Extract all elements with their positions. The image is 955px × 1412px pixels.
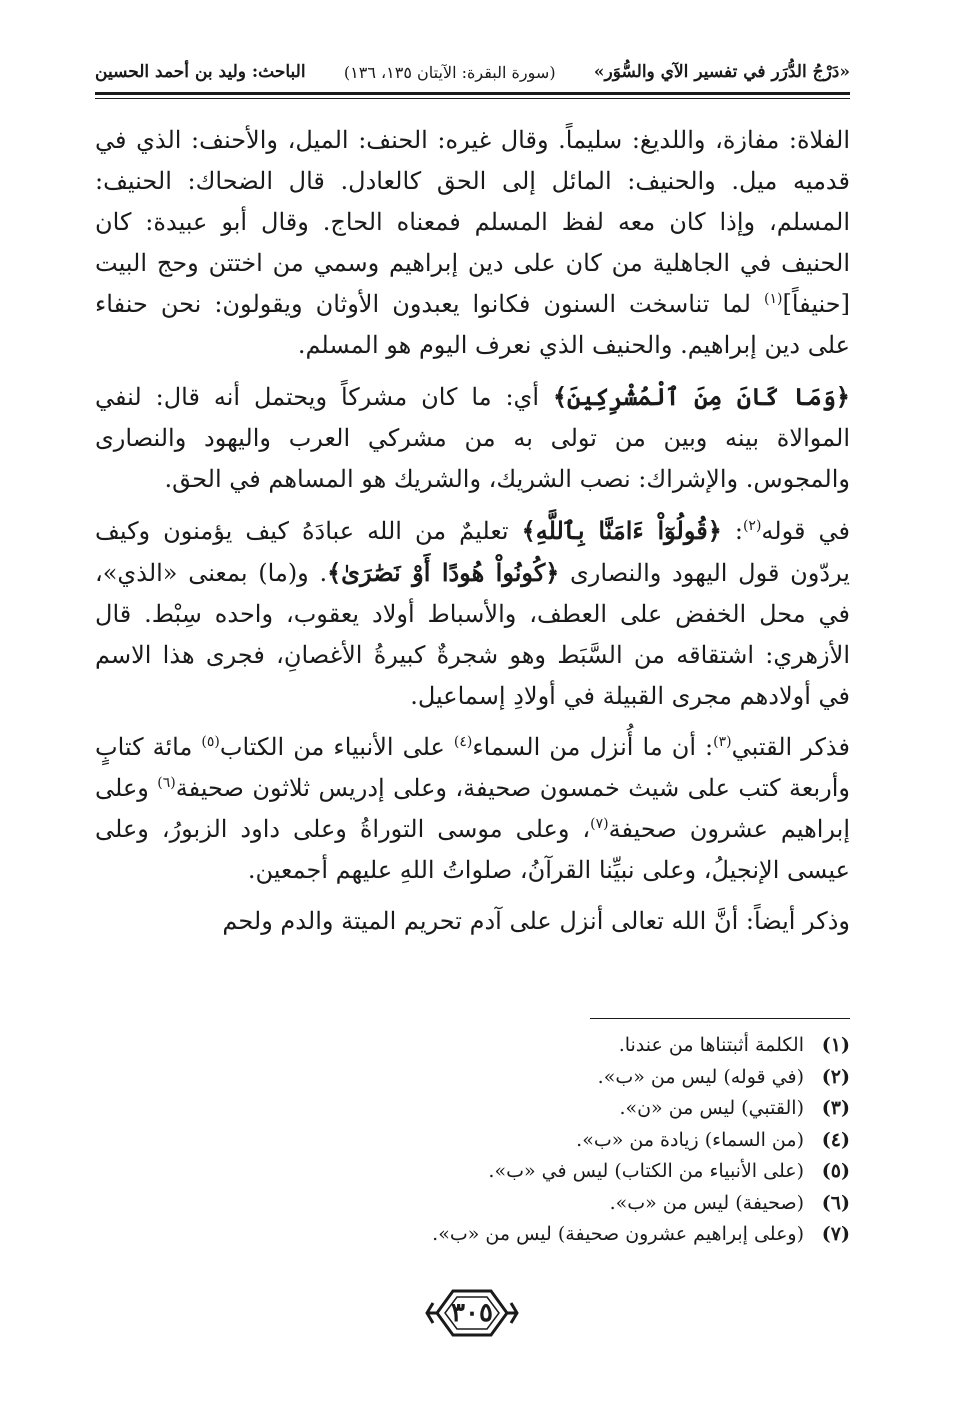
footnote-text: (القتبي) ليس من «ن». xyxy=(619,1097,804,1119)
footnote-number: (٢) xyxy=(821,1065,850,1088)
footnote-text: الكلمة أثبتناها من عندنا. xyxy=(618,1034,804,1056)
main-text xyxy=(95,120,850,952)
quran-verse-2: ﴿قُولُوٓاْ ءَامَنَّا بِٱللَّهِ﴾ xyxy=(521,516,722,545)
quran-verse-1: ﴿وَمَا كَانَ مِنَ ٱلْمُشْرِكِينَ﴾ xyxy=(552,382,850,411)
footnote-separator xyxy=(590,1018,850,1019)
paragraph-4 xyxy=(95,727,850,891)
paragraph-5-text: وذكر أيضاً: أنَّ الله تعالى أنزل على آدم تحريم الميتة والدم ولحم xyxy=(222,907,850,935)
paragraph-4-a: فذكر القتبي xyxy=(731,733,850,761)
header-surah-info: (سورة البقرة: الآيتان ١٣٥، ١٣٦) xyxy=(343,62,556,82)
footnote-ref-3: (٣) xyxy=(713,734,732,750)
footnote-ref-2: (٢) xyxy=(742,518,762,534)
paragraph-2-text: أي: ما كان مشركاً ويحتمل أنه قال: لنفي الموالاة بينه وبين من تولى به من مشركي العرب واليهود والنصارى والمجوس. والإشراك: نصب الشريك، والشريك هو المساهم في الحق. xyxy=(95,383,850,493)
paragraph-1-text: الفلاة: مفازة، واللديغ: سليماً. وقال غيره: الحنف: الميل، والأحنف: الذي في قدميه ميل. والحنيف: المائل إلى الحق كالعادل. قال الضحاك: الحنيف: المسلم، وإذا كان معه لفظ المسلم فمعناه الحاج. وقال أبو عبيدة: كان الحنيف في الجاهلية من كان على دين إبراهيم وسمي من اختتن وحج البيت [حنيفاً] xyxy=(95,126,850,318)
footnote-item xyxy=(300,1093,850,1125)
paragraph-4-f: ، وعلى موسى التوراةُ وعلى داود الزبورُ، وعلى عيسى الإنجيلُ، وعلى نبيِّنا القرآنُ، صلواتُ اللهِ عليهم أجمعين. xyxy=(95,815,850,884)
footnote-ref-5: (٥) xyxy=(201,734,220,750)
footnote-text: (وعلى إبراهيم عشرون صحيفة) ليس من «ب». xyxy=(432,1223,804,1245)
paragraph-5 xyxy=(95,901,850,942)
footnote-text: (صحيفة) ليس من «ب». xyxy=(609,1191,804,1214)
header-rule-thin xyxy=(95,98,850,99)
paragraph-4-b: : أن ما أُنزل من السماء xyxy=(472,733,714,761)
footnote-number: (٦) xyxy=(821,1191,850,1214)
footnote-item xyxy=(300,1125,850,1157)
paragraph-3 xyxy=(95,510,850,717)
footnote-ref-4: (٤) xyxy=(453,734,473,750)
footnote-ref-7: (٧) xyxy=(590,816,609,832)
footnote-item xyxy=(300,1219,850,1251)
paragraph-3-colon: : xyxy=(721,517,743,545)
footnote-item xyxy=(300,1062,850,1094)
footnote-number: (٤) xyxy=(821,1128,850,1151)
paragraph-3-mid: تعليمٌ من الله عبادَهُ كيف يؤمنون وكيف يردّون قول اليهود والنصارى xyxy=(95,517,850,587)
paragraph-4-c: على الأنبياء من الكتاب xyxy=(219,733,454,761)
header-rule-thick xyxy=(95,92,850,95)
footnote-item xyxy=(300,1030,850,1062)
footnote-number: (٧) xyxy=(821,1223,850,1245)
header-author: الباحث: وليد بن أحمد الحسين xyxy=(95,62,306,82)
footnote-number: (٣) xyxy=(821,1097,850,1119)
paragraph-2 xyxy=(95,376,850,500)
footnote-item xyxy=(300,1188,850,1220)
paragraph-3-end: . و(ما) بمعنى «الذي»، في محل الخفض على العطف، والأسباط أولاد يعقوب، واحده سِبْط. قال الأزهري: اشتقاقه من السَّبَط وهو شجرةٌ كبيرةُ الأغصانِ، فجرى هذا الاسم في أولادهم مجرى القبيلة في أولادِ إسماعيل. xyxy=(95,559,850,710)
footnote-text: (من السماء) زيادة من «ب». xyxy=(576,1128,804,1151)
quran-verse-3: ﴿كُونُواْ هُودًا أَوْ نَصَٰرَىٰ﴾ xyxy=(327,558,560,587)
paragraph-4-e: وعلى إبراهيم عشرون صحيفة xyxy=(95,774,850,843)
footnote-text: (في قوله) ليس من «ب». xyxy=(597,1065,804,1088)
footnote-item xyxy=(300,1156,850,1188)
paragraph-1-tail: لما تناسخت السنون فكانوا يعبدون الأوثان ويقولون: نحن حنفاء على دين إبراهيم. والحنيف الذي نعرف اليوم هو المسلم. xyxy=(95,290,850,359)
footnotes xyxy=(300,1030,850,1251)
page-number-ornament xyxy=(423,1283,521,1343)
footnote-ref-1: (١) xyxy=(764,291,783,307)
footnote-number: (٥) xyxy=(821,1160,850,1182)
footnote-ref-6: (٦) xyxy=(157,775,176,791)
header-book-title: «دَرْجُ الدُّرَر في تفسير الآي والسُّوَر» xyxy=(593,62,850,82)
footnote-number: (١) xyxy=(821,1034,850,1056)
paragraph-4-d: مائة كتابٍ وأربعة كتب على شيث خمسون صحيفة، وعلى إدريس ثلاثون صحيفة xyxy=(95,733,850,802)
running-header xyxy=(95,58,850,86)
paragraph-1 xyxy=(95,120,850,366)
page-number: ٣٠٥ xyxy=(451,1298,493,1328)
paragraph-3-start: في قوله xyxy=(761,517,850,545)
footnote-text: (على الأنبياء من الكتاب) ليس في «ب». xyxy=(488,1160,804,1182)
